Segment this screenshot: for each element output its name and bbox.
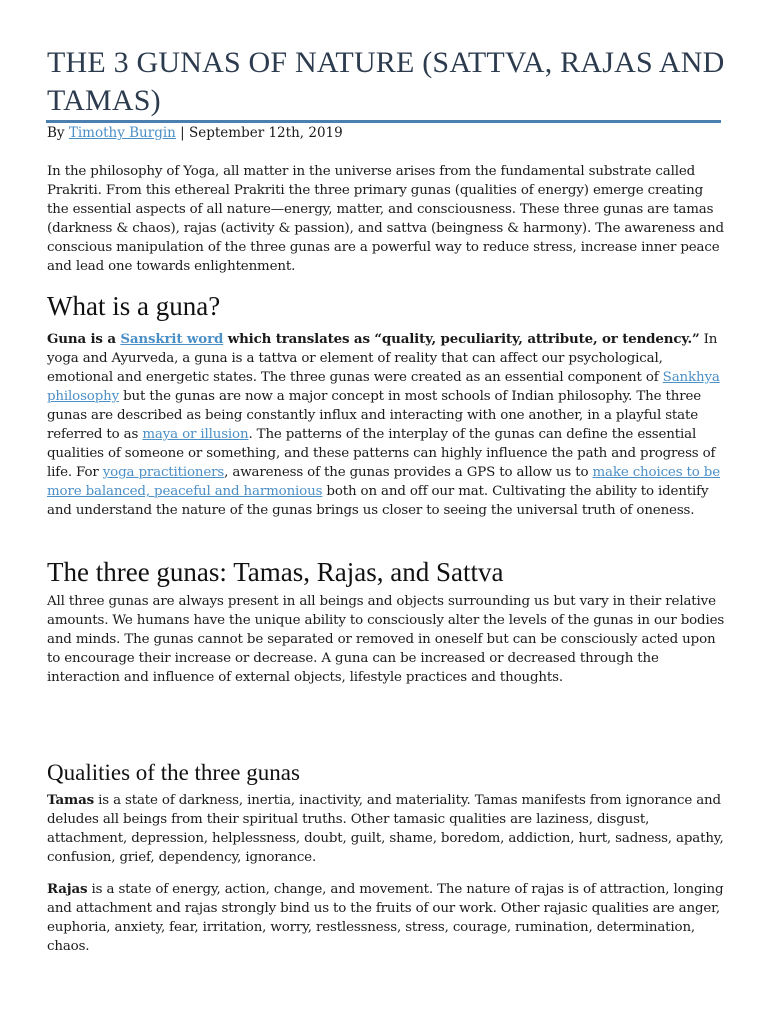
definition-text-1: In yoga and Ayurveda, a guna is a tattva or element of reality that can affect our psychological, emotional and energetic states. The three gunas were created as an essential component of bbox=[47, 332, 718, 385]
sanskrit-word-link[interactable]: Sanskrit word bbox=[120, 331, 224, 347]
definition-bold-end: which translates as “quality, peculiarity, attribute, or tendency.” bbox=[223, 331, 700, 347]
heading-qualities: Qualities of the three gunas bbox=[47, 760, 300, 785]
author-link[interactable]: Timothy Burgin bbox=[68, 125, 176, 141]
sankhya-philosophy-link[interactable]: Sankhya philosophy bbox=[47, 370, 720, 404]
definition-text-3: . The patterns of the interplay of the gunas can define the essential qualities of someone or something, and these patterns can highly influence the path and progress of life. For bbox=[47, 427, 716, 480]
definition-text-4: , awareness of the gunas provides a GPS to allow us to bbox=[224, 465, 593, 480]
tamas-label: Tamas bbox=[47, 792, 94, 808]
tamas-description: is a state of darkness, inertia, inactivity, and materiality. Tamas manifests from ignorance and deludes all beings from their spiritual truths. Other tamasic qualities are laziness, disgust, attachment, depression, helplessness, doubt, guilt, shame, boredom, addiction, hurt, sadness, apathy, confusion, grief, dependency, ignorance. bbox=[47, 793, 724, 865]
byline-separator: | bbox=[175, 125, 189, 141]
byline-prefix: By bbox=[47, 125, 69, 141]
guna-definition-paragraph bbox=[47, 330, 727, 520]
yoga-practitioners-link[interactable]: yoga practitioners bbox=[102, 465, 225, 480]
three-gunas-paragraph: All three gunas are always present in all beings and objects surrounding us but vary in their relative amounts. We humans have the unique ability to consciously alter the levels of the gunas in our bodies and minds. The gunas cannot be separated or removed in oneself but can be consciously acted upon to encourage their increase or decrease. A guna can be increased or decreased through the interaction and influence of external objects, lifestyle practices and thoughts. bbox=[47, 594, 725, 685]
maya-illusion-link[interactable]: maya or illusion bbox=[142, 427, 249, 442]
rajas-paragraph bbox=[47, 880, 727, 956]
title-divider bbox=[46, 120, 721, 123]
heading-three-gunas: The three gunas: Tamas, Rajas, and Sattva bbox=[47, 557, 504, 587]
balanced-choices-link[interactable]: make choices to be more balanced, peaceful and harmonious bbox=[47, 465, 720, 499]
definition-text-2: but the gunas are now a major concept in most schools of Indian philosophy. The three gunas are described as being constantly influx and interacting with one another, in a playful state referred to as bbox=[47, 389, 702, 442]
publish-date: September 12th, 2019 bbox=[189, 125, 343, 141]
tamas-paragraph bbox=[47, 791, 727, 867]
intro-paragraph: In the philosophy of Yoga, all matter in the universe arises from the fundamental substrate called Prakriti. From this ethereal Prakriti the three primary gunas (qualities of energy) emerge creating the essential aspects of all nature—energy, matter, and consciousness. These three gunas are tamas (darkness & chaos), rajas (activity & passion), and sattva (beingness & harmony). The awareness and conscious manipulation of the three gunas are a powerful way to reduce stress, increase inner peace and lead one towards enlightenment. bbox=[47, 164, 724, 274]
article-title: THE 3 GUNAS OF NATURE (SATTVA, RAJAS AND TAMAS) bbox=[47, 46, 725, 117]
definition-bold-start: Guna is a bbox=[47, 331, 121, 347]
rajas-description: is a state of energy, action, change, and movement. The nature of rajas is of attraction, longing and attachment and rajas strongly bind us to the fruits of our work. Other rajasic qualities are anger, euphoria, anxiety, fear, irritation, worry, restlessness, stress, courage, rumination, determination, chaos. bbox=[47, 882, 724, 954]
rajas-label: Rajas bbox=[47, 881, 88, 897]
definition-text-5: both on and off our mat. Cultivating the ability to identify and understand the nature of the gunas brings us closer to seeing the universal truth of oneness. bbox=[47, 484, 709, 518]
heading-what-is-guna: What is a guna? bbox=[47, 291, 221, 321]
byline bbox=[47, 124, 343, 142]
